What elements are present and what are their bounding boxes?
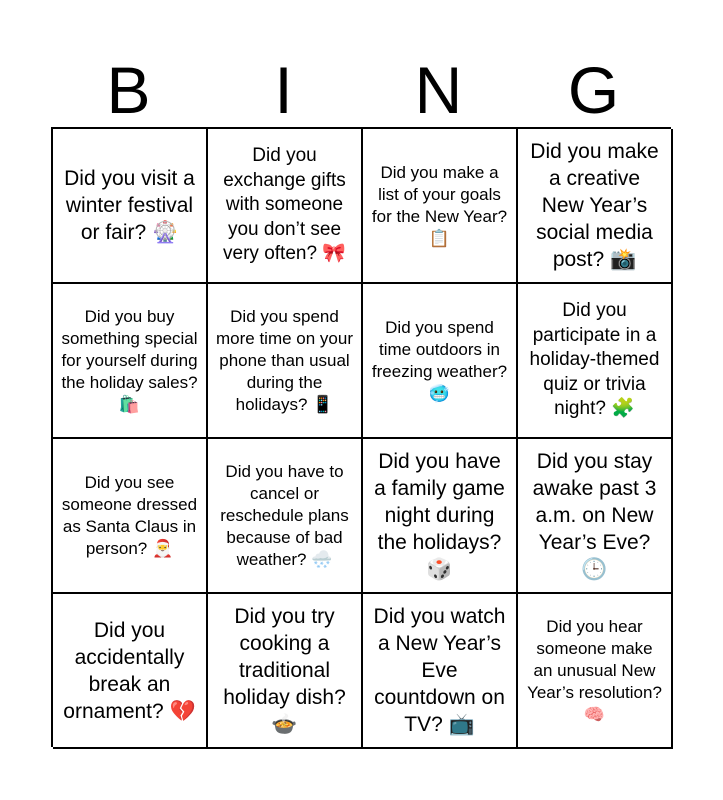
bingo-cell-r2c4[interactable] <box>518 284 673 439</box>
bingo-cell-text: Did you accidentally break an ornament? 💔 <box>63 618 196 723</box>
bingo-cell-text: Did you try cooking a traditional holiday dish? 🍲 <box>223 605 346 736</box>
bingo-cell-r1c2[interactable] <box>208 129 363 284</box>
header-letter-g: G <box>567 53 620 127</box>
bingo-cell-r4c4[interactable] <box>518 594 673 749</box>
bingo-cell-r3c2[interactable] <box>208 439 363 594</box>
bingo-cell-r4c2[interactable] <box>208 594 363 749</box>
bingo-cell-text: Did you exchange gifts with someone you don’t see very often? 🎀 <box>223 145 346 265</box>
bingo-cell-text: Did you hear someone make an unusual New Year’s resolution? 🧠 <box>527 616 662 724</box>
bingo-cell-r4c1[interactable] <box>53 594 208 749</box>
bingo-cell-r3c3[interactable] <box>363 439 518 594</box>
bingo-cell-r1c3[interactable] <box>363 129 518 284</box>
bingo-board <box>51 127 671 747</box>
bingo-cell-text: Did you spend time outdoors in freezing weather? 🥶 <box>371 317 508 403</box>
bingo-cell-text: Did you participate in a holiday-themed quiz or trivia night? 🧩 <box>529 300 660 420</box>
header-letter-i: I <box>274 53 293 127</box>
bingo-cell-text: Did you make a creative New Year’s social media post? 📸 <box>530 140 659 271</box>
bingo-cell-text: Did you visit a winter festival or fair? 🎡 <box>64 167 195 244</box>
bingo-cell-text: Did you buy something special for yourself during the holiday sales? 🛍️ <box>61 306 198 414</box>
bingo-header <box>51 52 671 128</box>
bingo-cell-r4c3[interactable] <box>363 594 518 749</box>
bingo-cell-text: Did you have to cancel or reschedule plans because of bad weather? 🌨️ <box>220 461 349 569</box>
header-letter-n: N <box>414 53 463 127</box>
bingo-cell-text: Did you see someone dressed as Santa Claus in person? 🎅 <box>61 472 198 558</box>
header-letter-b: B <box>106 53 151 127</box>
bingo-cell-r3c4[interactable] <box>518 439 673 594</box>
bingo-cell-text: Did you spend more time on your phone than usual during the holidays? 📱 <box>216 306 353 414</box>
bingo-cell-r1c4[interactable] <box>518 129 673 284</box>
bingo-cell-text: Did you have a family game night during the holidays? 🎲 <box>374 450 505 581</box>
bingo-cell-r1c1[interactable] <box>53 129 208 284</box>
bingo-cell-r2c3[interactable] <box>363 284 518 439</box>
bingo-cell-text: Did you make a list of your goals for the New Year? 📋 <box>371 162 508 248</box>
bingo-cell-r3c1[interactable] <box>53 439 208 594</box>
bingo-cell-text: Did you stay awake past 3 a.m. on New Year’s Eve? 🕒 <box>532 450 657 581</box>
bingo-cell-text: Did you watch a New Year’s Eve countdown on TV? 📺 <box>373 605 506 736</box>
bingo-cell-r2c1[interactable] <box>53 284 208 439</box>
bingo-cell-r2c2[interactable] <box>208 284 363 439</box>
